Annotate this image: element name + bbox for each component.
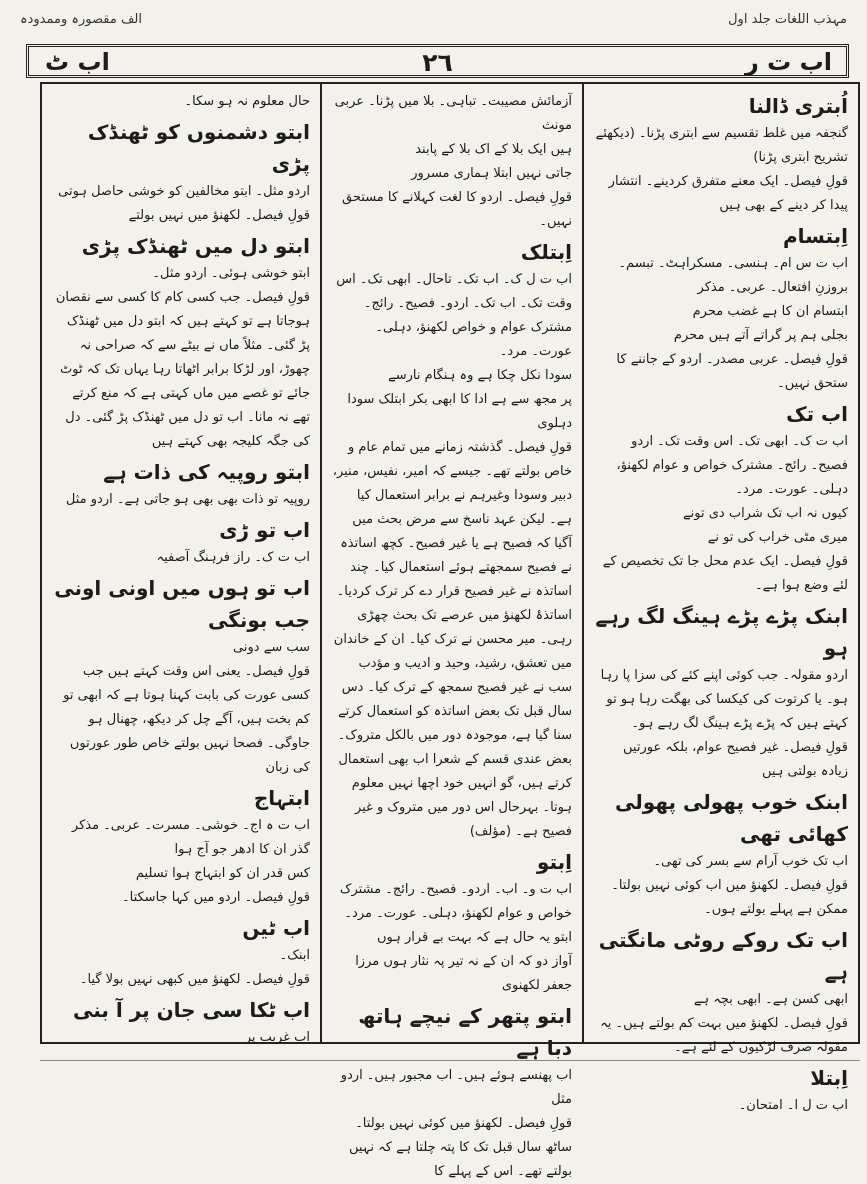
entry-text: قولِ فیصل۔ عربی مصدر۔ اردو کے جاننے کا ستحق نہیں۔: [616, 352, 848, 391]
entry-text: قولِ فیصل۔ اردو کا لغت کہلانے کا مستحق نہیں۔: [342, 190, 572, 229]
entry-text: قولِ فیصل۔ یعنی اس وقت کہتے ہیں جب کسی عورت کی بابت کہنا ہوتا ہے کہ ابھی تو کم بخت ہیں، آگے چل کر دیکھ، چھنال ہو جاوگی۔ فصحا نہیں بولتے خاص طور عورتوں کی زبان: [63, 664, 310, 775]
dictionary-entry: [332, 846, 572, 998]
page-number: ٢٦: [422, 48, 453, 77]
entry-headword: اب تو ہوں میں اونی اونی جب بونگی: [54, 576, 310, 632]
running-head: [20, 8, 847, 38]
dictionary-entry: [52, 994, 310, 1050]
entry-text: روپیہ تو ذات بھی بھی ہو جاتی ہے۔ اردو مثل: [65, 492, 310, 507]
dictionary-entry: [52, 90, 310, 114]
entry-text: اب ت ل ا۔ امتحان۔: [738, 1098, 848, 1113]
entry-text: حال معلوم نہ ہو سکا۔: [184, 94, 310, 109]
entry-headword: اب تک روکے روٹی مانگتی ہے: [598, 928, 848, 984]
header-letters-right: اب ت ر: [745, 48, 832, 76]
entry-text: آزمائش مصیبت۔ تباہی۔ بلا میں پڑنا۔ عربی مونث: [334, 94, 572, 133]
entry-text: قولِ فیصل۔ لکھنؤ میں کبھی نہیں بولا گیا۔: [79, 972, 310, 987]
entry-text: ہیں ایک بلا کے اک بلا کے پابند: [415, 142, 572, 157]
dictionary-entry: [52, 572, 310, 780]
entry-text: قولِ فیصل۔ ایک معنے متفرق کردینے۔ انتشار پیدا کر دینے کے بھی ہیں: [608, 174, 848, 213]
dictionary-entry: [332, 90, 572, 234]
entry-text: اردو مثل۔ ابتو مخالفین کو خوشی حاصل ہوتی: [58, 184, 310, 199]
entry-headword: اب ٹکا سی جان پر آ بنی: [73, 998, 310, 1022]
entry-headword: ابتو دشمنوں کو ٹھنڈک پڑی: [87, 120, 310, 176]
entry-text: سودا نکل چکا ہے وہ ہنگام نارسے: [388, 368, 572, 383]
column-left: [42, 84, 320, 1045]
entry-text: قولِ فیصل۔ لکھنؤ میں کوئی نہیں بولتا۔ ساٹھ سال قبل تک کا پتہ چلتا ہے کہ نہیں بولتے تھے۔ اس کے پہلے کا: [348, 1116, 572, 1179]
entry-text: پر مجھ سے ہے ادا کا ابھی بکر ابتلک سودا دہلوی: [347, 392, 572, 431]
entry-headword: ابنک خوب پھولی پھولی کھائی تھی: [615, 790, 848, 846]
dictionary-entry: [332, 1000, 572, 1184]
entry-text: ابتسام ان کا ہے غضب محرم: [692, 304, 848, 319]
entry-headword: ابنک پڑے پڑے ہینگ لگ رہے ہو: [595, 604, 848, 660]
dictionary-entry: [332, 236, 572, 844]
entry-text: بجلی ہم پر گراتے آتے ہیں محرم: [673, 328, 848, 343]
entry-text: قولِ فیصل۔ غیر فصیح عوام، بلکہ عورتیں زیادہ بولتی ہیں: [623, 740, 848, 779]
entry-headword: اب تک: [786, 402, 848, 426]
entry-text: سب سے دونی: [233, 640, 310, 655]
entry-text: قولِ فیصل۔ جب کسی کام کا کسی سے نقصان ہوجاتا ہے تو کہتے ہیں کہ ابتو دل میں ٹھنڈک پڑ گئی۔ مثلاً ماں نے بیٹے سے کہ صراحی نہ چھوڑ، اور لڑکا برابر اٹھاتا رہا یہاں تک کہ ٹوٹ جائے تو غصے میں ماں کہتی ہے کہ منع کرتے تھے نہ مانا۔ اب تو دل میں ٹھنڈک پڑ گئی۔ دل کی جگہ کلیجہ بھی کہتے ہیں: [55, 290, 310, 449]
dictionary-entry: [594, 1062, 848, 1118]
dictionary-entry: [594, 90, 848, 218]
entry-headword: اب ٹیں: [242, 916, 310, 940]
dictionary-entry: [52, 912, 310, 992]
dictionary-entry: [594, 786, 848, 922]
entry-text: قولِ فیصل۔ لکھنؤ میں بہت کم بولتے ہیں۔ یہ مقولہ صرف لڑکیوں کے لئے ہے۔: [600, 1016, 848, 1055]
entry-text: اب غریب پر: [244, 1030, 310, 1045]
entry-text: گنجفہ میں غلط تقسیم سے ابتری پڑنا۔ (دیکھئے تشریح ابتری پڑنا): [595, 126, 848, 165]
dictionary-entry: [52, 514, 310, 570]
column-right: [582, 84, 858, 1113]
dictionary-columns: [40, 82, 860, 1179]
entry-headword: اُبتری ڈالنا: [748, 94, 848, 118]
entry-text: ابھی کسن ہے۔ ابھی بچہ ہے: [693, 992, 848, 1007]
entry-headword: اِبتلا: [810, 1066, 848, 1090]
running-head-right: مہذب اللغات جلد اول: [728, 12, 847, 27]
entry-text: اب ت س ام۔ ہنسی۔ مسکراہٹ۔ تبسم۔ بروزنِ افتعال۔ عربی۔ مذکر: [618, 256, 848, 295]
entry-headword: ابتو دل میں ٹھنڈک پڑی: [81, 234, 310, 258]
entry-text: ابتو خوشی ہوئی۔ اردو مثل۔: [152, 266, 310, 281]
entry-text: قولِ فیصل۔ اردو میں کہا جاسکتا۔: [122, 890, 310, 905]
entry-text: اب پھنسے ہوئے ہیں۔ اب مجبور ہیں۔ اردو مثل: [340, 1068, 572, 1107]
running-head-left: الف مقصورہ وممدودہ: [20, 12, 142, 27]
entry-text: گذر ان کا ادھر جو آج ہوا: [174, 842, 310, 857]
entry-headword: اِبتلک: [520, 240, 572, 264]
column-middle: [320, 84, 582, 1179]
dictionary-entry: [594, 924, 848, 1060]
dictionary-entry: [52, 456, 310, 512]
page-header: [26, 44, 849, 78]
entry-text: اب ت ک۔ راز فرہنگ آصفیہ: [156, 550, 310, 565]
entry-headword: اِبتسام: [782, 224, 848, 248]
entry-text: اب تک خوب آرام سے بسر کی تھی۔: [653, 854, 848, 869]
header-letters-left: اب ٹ: [45, 48, 110, 76]
entry-text: قولِ فیصل۔ لکھنؤ میں نہیں بولتے: [128, 208, 310, 223]
entry-text: اب ت ک۔ ابھی تک۔ اس وقت تک۔ اردو فصیح۔ رائج۔ مشترک خواص و عوام لکھنؤ، دہلی۔ عورت۔ مرد۔: [616, 434, 848, 497]
dictionary-entry: [52, 116, 310, 228]
dictionary-entry: [594, 600, 848, 784]
entry-headword: اب تو ڑی: [219, 518, 310, 542]
bottom-rule: [40, 1060, 860, 1061]
dictionary-entry: [52, 782, 310, 910]
entry-text: قولِ فیصل۔ لکھنؤ میں اب کوئی نہیں بولتا۔ ممکن ہے پہلے بولتے ہوں۔: [611, 878, 848, 917]
entry-text: ابتو یہ حال ہے کہ بہت بے قرار ہوں: [376, 930, 572, 945]
dictionary-entry: [594, 220, 848, 396]
entry-headword: ابتو پتھر کے نیچے ہاتھ دبا ہے: [358, 1004, 572, 1060]
entry-text: اب ت و۔ اب۔ اردو۔ فصیح۔ رائج۔ مشترک خواص و عوام لکھنؤ، دہلی۔ عورت۔ مرد۔: [339, 882, 572, 921]
entry-text: اردو مقولہ۔ جب کوئی اپنے کئے کی سزا پا رہا ہو۔ یا کرتوت کی کیکسا کی بھگت رہا ہو تو کہتے ہیں کہ پڑے پڑے ہینگ لگ رہے ہو۔: [600, 668, 848, 731]
entry-headword: اِبتو: [536, 850, 572, 874]
entry-text: میری مٹی خراب کی تو نے: [707, 530, 848, 545]
entry-text: قولِ فیصل۔ گذشتہ زمانے میں تمام عام و خاص بولتے تھے۔ جیسے کہ امیر، نفیس، منیر، دبیر وسودا وغیرہم نے برابر استعمال کیا ہے۔ لیکن عہد ناسخ سے مرض بحث میں آگیا کہ فصیح ہے یا غیر فصیح۔ کچھ اساتذہ نے فصیح سمجھتے ہوئے استعمال کیا۔ چند اساتذہ نے غیر فصیح قرار دے کر ترک کردیا۔ اساتذۂ لکھنؤ میں عرصے تک بحث چھڑی رہی۔ میر محسن نے ترک کیا۔ ان کے خاندان میں تعشق، رشید، وحید و ادیب و مؤدب سب نے غیر فصیح سمجھ کے ترک کیا۔ دس سال قبل تک بعض اساتذہ کو استعمال کرتے سنا گیا ہے، موجودہ دور میں بالکل متروک۔ بعض عندی قسم کے شعرا اب بھی استعمال کرتے ہیں، گو انہیں خود اچھا نہیں معلوم ہوتا۔ بہرحال اس دور میں متروک و غیر فصیح ہے۔ (مؤلف): [332, 440, 572, 839]
entry-text: کیوں نہ اب تک شراب دی تونے: [683, 506, 848, 521]
entry-text: قولِ فیصل۔ ایک عدم محل جا تک تخصیص کے لئے وضع ہوا ہے۔: [602, 554, 848, 593]
entry-text: اب ت ل ک۔ اب تک۔ تاحال۔ ابھی تک۔ اس وقت تک۔ اب تک۔ اردو۔ فصیح۔ رائج۔ مشترک عوام و خواص لکھنؤ، دہلی۔ عورت۔ مرد۔: [336, 272, 572, 359]
entry-text: کس قدر ان کو ابتہاج ہوا تسلیم: [135, 866, 310, 881]
dictionary-entry: [594, 398, 848, 598]
entry-headword: ابتو روپیہ کی ذات ہے: [103, 460, 310, 484]
entry-text: آواز دو کہ ان کے نہ تیر پہ نثار ہوں مرزا جعفر لکھنوی: [355, 954, 572, 993]
entry-headword: ابتہاج: [253, 786, 310, 810]
entry-text: جاتی نہیں ابتلا ہماری مسرور: [411, 166, 572, 181]
dictionary-entry: [52, 230, 310, 454]
entry-text: اب ت ہ اج۔ خوشی۔ مسرت۔ عربی۔ مذکر: [71, 818, 310, 833]
entry-text: ابنک۔: [279, 948, 310, 963]
